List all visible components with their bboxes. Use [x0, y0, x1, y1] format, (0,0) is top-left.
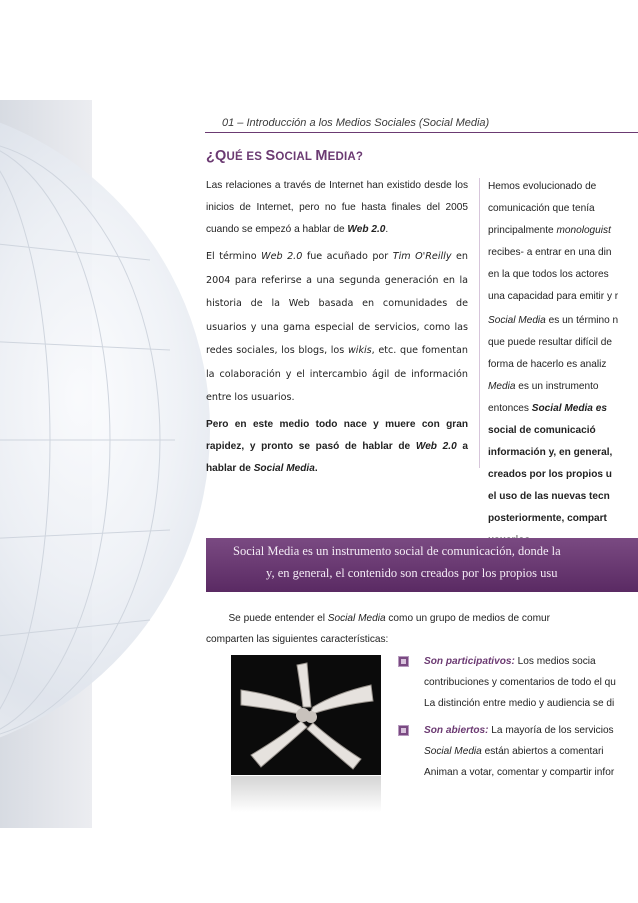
- text: Tim O'Reilly: [392, 251, 452, 262]
- bullet-square-icon: [398, 725, 409, 736]
- text: El término: [206, 251, 262, 262]
- title-part: OCIAL: [275, 151, 316, 163]
- text: que puede resultar difícil de: [488, 337, 613, 348]
- quote-line-1: Social Media es un instrumento social de comunicación, donde la: [233, 544, 561, 558]
- text: están abiertos a comentari: [481, 746, 604, 757]
- text: Las relaciones a través de Internet han existido desde los inicios de Internet, pero no fue hasta finales del 2005 cuando se empezó a hablar de: [206, 180, 468, 235]
- text: Animan a votar, comentar y compartir infor: [424, 767, 615, 778]
- text: Social Media: [327, 613, 386, 624]
- top-blank-band: [0, 0, 638, 74]
- text: es un instrumento: [515, 381, 599, 392]
- text: en 2004 para referirse a una segunda generación en la historia de la Web basada en comunidades de usuarios y una gama especial de servicios, como las redes sociales, los blogs, los: [206, 251, 468, 356]
- bullet-item: [398, 651, 638, 714]
- text: principalmente: [488, 225, 557, 236]
- header-rule: [205, 132, 638, 133]
- text: posteriormente, compart: [488, 513, 607, 524]
- chapter-header: 01 – Introducción a los Medios Sociales (Social Media): [222, 117, 490, 129]
- text: entonces: [488, 403, 532, 414]
- paragraph-r1: [488, 176, 638, 308]
- text: La distinción entre medio y audiencia se di: [424, 698, 615, 709]
- title-part: ¿Q: [206, 148, 227, 164]
- text: comunicación que tenía: [488, 203, 595, 214]
- text: Social Media es: [531, 403, 607, 414]
- text: una capacidad para emitir y r: [488, 291, 619, 302]
- text: como un grupo de medios de comur: [385, 613, 550, 624]
- text: a hablar de: [206, 440, 468, 474]
- text: Pero en este medio todo nace y muere con gran rapidez, y pronto se pasó de hablar de: [206, 418, 468, 452]
- bullet-keyword: Son abiertos:: [424, 725, 489, 736]
- text: recibes- a entrar en una din: [488, 247, 612, 258]
- text: Social Media: [488, 315, 546, 326]
- text: Social Media: [424, 746, 482, 757]
- text: Web 2.0: [261, 251, 303, 262]
- column-divider: [479, 178, 480, 468]
- photo-reflection: [231, 776, 381, 812]
- paragraph-3: [206, 414, 468, 480]
- section-title: [206, 148, 363, 164]
- bullet-list: [398, 651, 638, 789]
- text: fue acuñado por: [302, 251, 393, 262]
- hands-circle-photo: [231, 655, 381, 775]
- text: el uso de las nuevas tecn: [488, 491, 610, 502]
- text: información y, en general,: [488, 447, 613, 458]
- bullet-square-icon: [398, 656, 409, 667]
- text: Media: [488, 381, 516, 392]
- title-part: S: [265, 148, 276, 164]
- quote-line-2: y, en general, el contenido son creados por los propios usu: [266, 566, 558, 580]
- text: .: [314, 462, 318, 474]
- text: La mayoría de los servicios: [488, 725, 614, 736]
- text: forma de hacerlo es analiz: [488, 359, 607, 370]
- text: creados por los propios u: [488, 469, 612, 480]
- paragraph-r2: [488, 310, 638, 552]
- text: wikis: [347, 345, 372, 356]
- text: Web 2.0: [415, 440, 457, 452]
- paragraph-2: [206, 245, 468, 410]
- title-part: M: [315, 148, 328, 164]
- text: Los medios socia: [514, 656, 596, 667]
- right-column: [488, 176, 638, 554]
- text: monologuist: [556, 225, 611, 236]
- paragraph-1: [206, 175, 468, 241]
- bullet-keyword: Son participativos:: [424, 656, 515, 667]
- text: comparten las siguientes características:: [206, 634, 389, 645]
- title-part: UÉ ES: [226, 151, 266, 163]
- text: es un término n: [545, 315, 619, 326]
- text: .: [385, 224, 389, 235]
- text: Social Media: [253, 462, 315, 474]
- text-web20: Web 2.0: [347, 224, 386, 235]
- left-column: [206, 175, 468, 484]
- hands-illustration: [231, 655, 381, 775]
- bottom-blank-band: [0, 828, 638, 903]
- text: Se puede entender el: [228, 613, 328, 624]
- text: en la que todos los actores: [488, 269, 609, 280]
- globe-grid-lines: [0, 120, 210, 760]
- text: , etc. que fomentan la colaboración y el intercambio ágil de información entre los usuarios.: [206, 345, 468, 403]
- title-part: EDIA?: [327, 151, 364, 163]
- text: social de comunicació: [488, 425, 596, 436]
- bullet-item: [398, 720, 638, 783]
- text: Hemos evolucionado de: [488, 181, 597, 192]
- text: contribuciones y comentarios de todo el qu: [424, 677, 616, 688]
- intro-paragraph: [206, 608, 638, 650]
